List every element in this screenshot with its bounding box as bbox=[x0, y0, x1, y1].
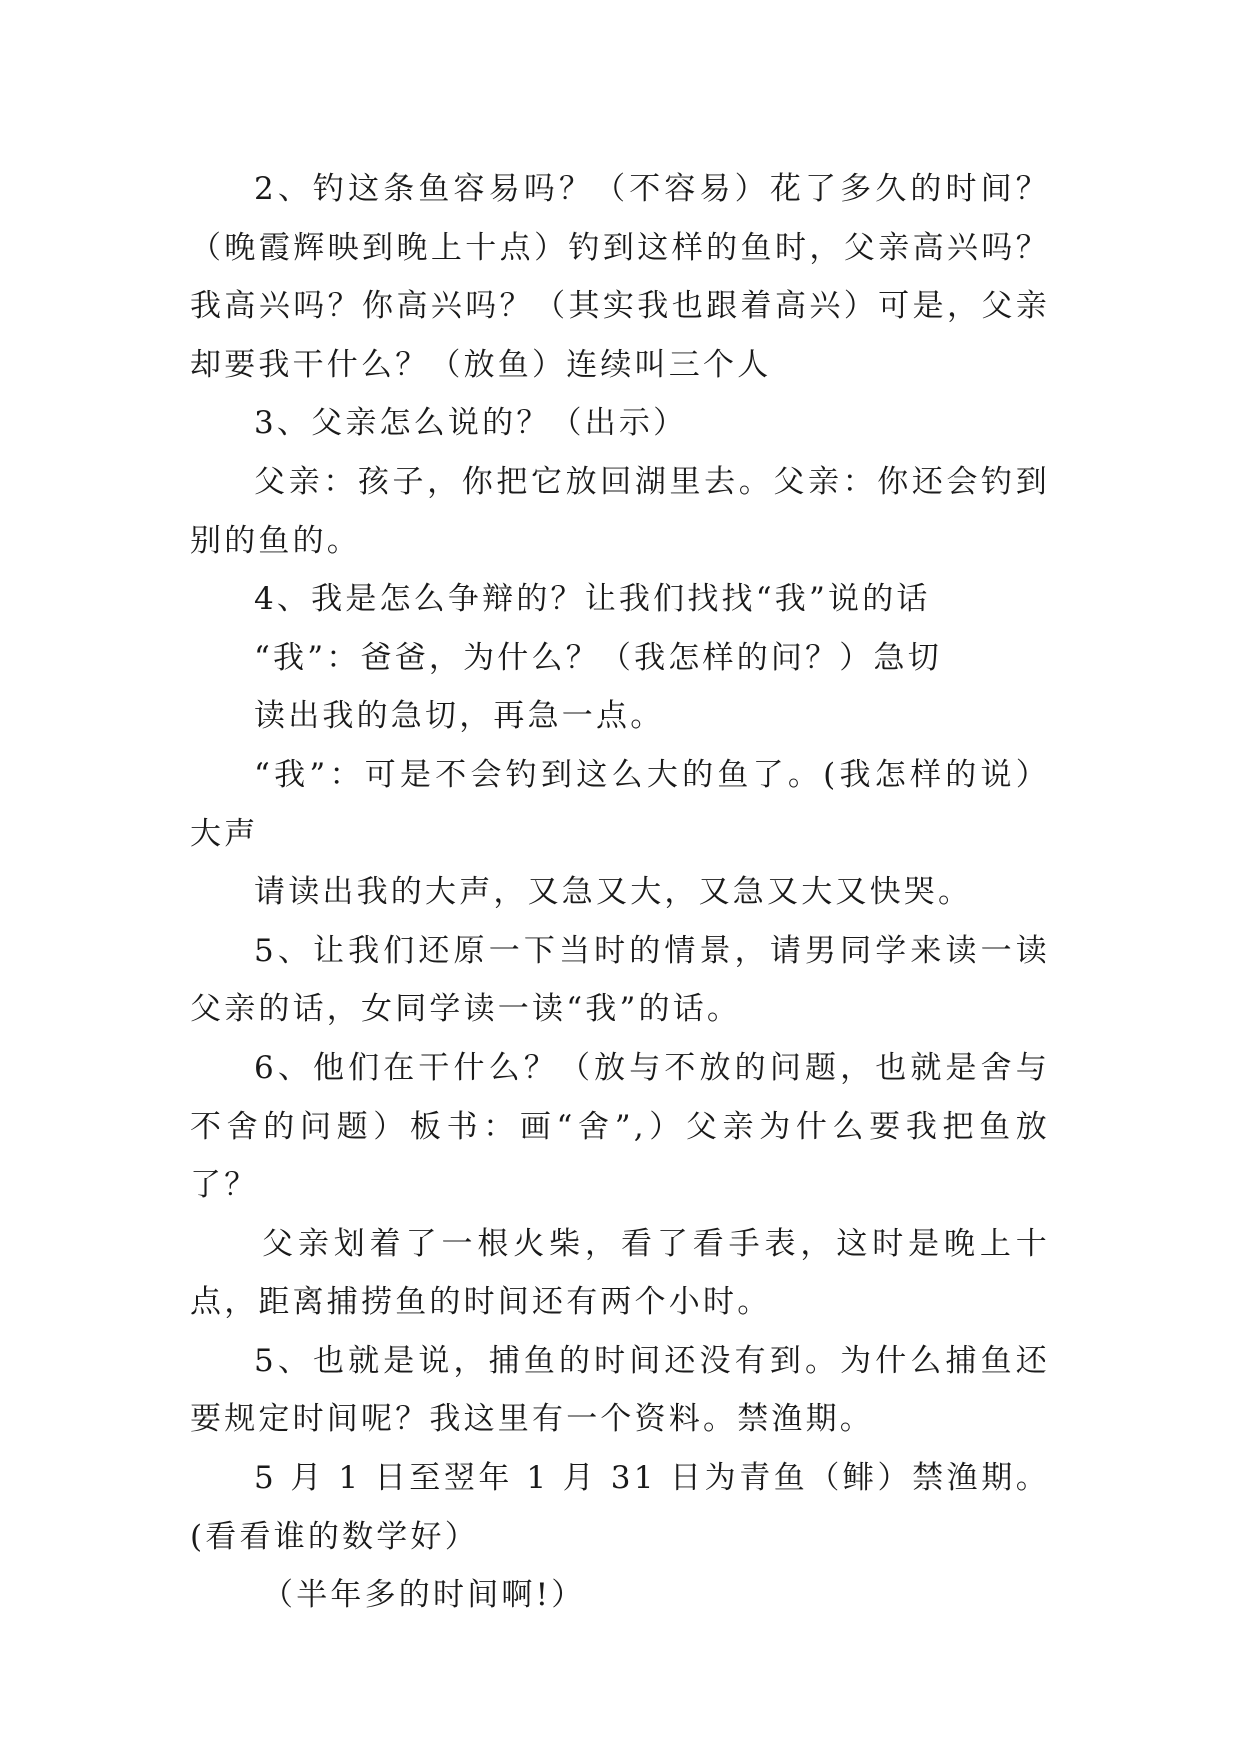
paragraph-fishing-ban: 5 月 1 日至翌年 1 月 31 日为青鱼（鲱）禁渔期。(看看谁的数学好） bbox=[190, 1460, 1050, 1555]
paragraph-question-5-restore: 5、让我们还原一下当时的情景，请男同学来读一读父亲的话，女同学读一读“我”的话。 bbox=[190, 932, 1050, 1028]
paragraph-question-2: 2、钓这条鱼容易吗？（不容易）花了多久的时间？（晚霞辉映到晚上十点）钓到这样的鱼时，父亲高兴吗？我高兴吗？你高兴吗？（其实我也跟着高兴）可是，父亲却要我干什么？（放鱼）连续叫三个人 bbox=[190, 171, 1050, 383]
document-body bbox=[190, 160, 1050, 1625]
paragraph-read-loud: 请读出我的大声，又急又大，又急又大又快哭。 bbox=[254, 874, 973, 911]
paragraph-father-quote: 父亲：孩子，你把它放回湖里去。父亲：你还会钓到别的鱼的。 bbox=[190, 463, 1050, 559]
paragraph-match-quote: 父亲划着了一根火柴，看了看手表，这时是晚上十点，距离捕捞鱼的时间还有两个小时。 bbox=[190, 1225, 1050, 1321]
paragraph-question-5-time: 5、也就是说，捕鱼的时间还没有到。为什么捕鱼还要规定时间呢？我这里有一个资料。禁渔期。 bbox=[190, 1342, 1050, 1438]
paragraph-question-6: 6、他们在干什么？（放与不放的问题，也就是舍与不舍的问题）板书：画“舍”,）父亲为什么要我把鱼放了？ bbox=[190, 1049, 1050, 1204]
paragraph-my-quote-2: “我”：可是不会钓到这么大的鱼了。(我怎样的说）大声 bbox=[190, 756, 1050, 852]
paragraph-my-quote-1: “我”：爸爸，为什么？（我怎样的问？）急切 bbox=[254, 639, 942, 676]
paragraph-half-year: （半年多的时间啊!） bbox=[262, 1577, 586, 1614]
paragraph-read-urgent: 读出我的急切，再急一点。 bbox=[254, 698, 665, 735]
paragraph-question-4: 4、我是怎么争辩的？让我们找找“我”说的话 bbox=[254, 581, 931, 618]
paragraph-question-3: 3、父亲怎么说的？（出示） bbox=[254, 405, 688, 442]
